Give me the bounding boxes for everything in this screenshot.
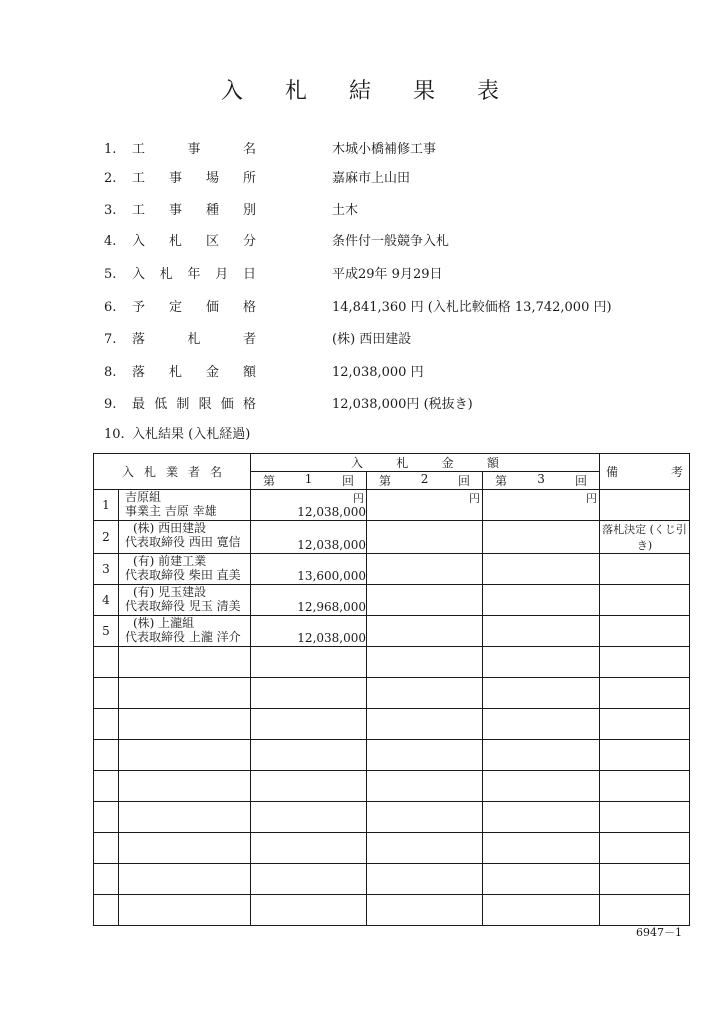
info-label-char: 種: [205, 203, 219, 218]
bid-value: 12,038,000: [297, 538, 367, 552]
bid-value: 12,038,000: [297, 631, 367, 645]
empty-cell: [367, 895, 483, 926]
table-row-empty: [94, 864, 690, 895]
empty-cell: [251, 895, 367, 926]
empty-cell: [119, 833, 251, 864]
empty-cell: [251, 709, 367, 740]
info-row: [104, 330, 704, 350]
info-label-char: 事: [168, 171, 182, 186]
info-row: [104, 363, 704, 383]
bid-amount-round-2: [367, 521, 483, 554]
empty-cell: [94, 771, 119, 802]
info-label-char: 場: [205, 171, 219, 186]
empty-cell: [600, 802, 690, 833]
bid-amount-round-3: [483, 490, 600, 521]
empty-cell: [483, 709, 600, 740]
empty-cell: [367, 709, 483, 740]
info-label-char: 工: [132, 142, 146, 157]
empty-cell: [483, 740, 600, 771]
empty-cell: [94, 740, 119, 771]
info-value: 平成29年 9月29日: [332, 267, 443, 282]
info-label-char: 予: [132, 300, 146, 315]
info-number: 9.: [104, 397, 117, 412]
bidder-name: [119, 521, 251, 554]
info-label: 入札結果 (入札経過): [132, 427, 251, 442]
empty-cell: [367, 771, 483, 802]
info-label-char: 額: [242, 365, 256, 380]
header-round-3: [483, 472, 600, 490]
empty-cell: [94, 833, 119, 864]
info-row: [104, 201, 704, 221]
info-number: 3.: [104, 203, 117, 218]
bid-amount-round-1: [251, 490, 367, 521]
row-number: 5: [94, 616, 119, 647]
info-label-char: 入: [132, 234, 146, 249]
empty-cell: [483, 678, 600, 709]
info-number: 8.: [104, 365, 117, 380]
table-row-empty: [94, 895, 690, 926]
header-char: 札: [144, 465, 157, 479]
info-label: [132, 330, 256, 350]
empty-cell: [483, 647, 600, 678]
company-name: (有) 児玉建設: [133, 585, 207, 599]
header-bidder-name: [94, 454, 251, 490]
representative: 事業主 吉原 幸雄: [125, 504, 217, 518]
empty-cell: [119, 895, 251, 926]
header-round-2: [367, 472, 483, 490]
table-row-empty: [94, 833, 690, 864]
yen-unit: 円: [469, 492, 481, 505]
title-char: 札: [284, 79, 307, 104]
info-label-char: 最: [132, 397, 146, 412]
table-row-empty: [94, 740, 690, 771]
row-number: 3: [94, 554, 119, 585]
page-title: [0, 74, 720, 105]
empty-cell: [483, 864, 600, 895]
title-char: 入: [220, 79, 243, 104]
round-header-char: 回: [575, 474, 588, 488]
header-char: 入: [122, 465, 135, 479]
empty-cell: [251, 647, 367, 678]
empty-cell: [119, 864, 251, 895]
header-char: 入: [351, 456, 364, 470]
info-number: 6.: [104, 300, 117, 315]
empty-cell: [119, 771, 251, 802]
yen-unit: 円: [586, 492, 598, 505]
bid-amount-round-2: [367, 585, 483, 616]
empty-cell: [119, 740, 251, 771]
info-label: [132, 298, 256, 318]
empty-cell: [94, 678, 119, 709]
info-label: [132, 395, 256, 415]
company-name: (株) 西田建設: [133, 521, 207, 535]
title-char: 結: [348, 79, 371, 104]
remarks: [600, 585, 690, 616]
bid-amount-round-1: [251, 616, 367, 647]
info-label-char: 札: [187, 332, 201, 347]
info-label-char: 札: [168, 365, 182, 380]
info-label: [132, 201, 256, 221]
info-label-char: 名: [242, 142, 256, 157]
empty-cell: [600, 895, 690, 926]
remarks: [600, 554, 690, 585]
row-number: 4: [94, 585, 119, 616]
header-round-1: [251, 472, 367, 490]
empty-cell: [251, 740, 367, 771]
document-number: 6947－1: [636, 926, 682, 939]
info-label-char: 事: [168, 203, 182, 218]
round-header-char: 回: [341, 474, 354, 488]
info-number: 2.: [104, 171, 117, 186]
bidder-name: [119, 490, 251, 521]
empty-cell: [367, 740, 483, 771]
empty-cell: [251, 678, 367, 709]
info-value: 土木: [332, 203, 359, 218]
empty-cell: [600, 864, 690, 895]
empty-cell: [119, 802, 251, 833]
empty-cell: [251, 802, 367, 833]
info-label-char: 区: [205, 234, 219, 249]
company-name: (有) 前建工業: [133, 554, 207, 568]
empty-cell: [94, 895, 119, 926]
info-label-char: 年: [187, 267, 201, 282]
empty-cell: [251, 864, 367, 895]
round-header-char: 1: [304, 472, 313, 486]
empty-cell: [367, 864, 483, 895]
info-label-char: 札: [159, 267, 173, 282]
header-remarks: [600, 454, 690, 490]
round-header-char: 3: [537, 472, 545, 486]
round-header-char: 第: [495, 474, 508, 488]
bid-amount-round-1: [251, 521, 367, 554]
header-char: 金: [441, 456, 454, 470]
bid-value: 13,600,000: [297, 569, 367, 583]
info-label: [132, 140, 256, 160]
empty-cell: [94, 709, 119, 740]
info-value: 12,038,000円 (税抜き): [332, 397, 473, 412]
info-row: [104, 140, 704, 160]
empty-cell: [119, 647, 251, 678]
bid-amount-round-2: [367, 554, 483, 585]
info-label: [132, 169, 256, 189]
info-value: 条件付一般競争入札: [332, 234, 450, 249]
empty-cell: [367, 678, 483, 709]
table-row-empty: [94, 709, 690, 740]
title-char: 果: [413, 79, 436, 104]
header-char: 札: [396, 456, 409, 470]
representative: 代表取締役 西田 寛信: [125, 535, 241, 549]
empty-cell: [600, 678, 690, 709]
info-label-char: 低: [154, 397, 168, 412]
empty-cell: [94, 647, 119, 678]
info-row: [104, 169, 704, 189]
bid-amount-round-3: [483, 554, 600, 585]
table-row-empty: [94, 771, 690, 802]
header-char: 考: [671, 465, 684, 479]
info-number: 7.: [104, 332, 117, 347]
bid-value: 12,038,000: [297, 505, 367, 519]
empty-cell: [251, 771, 367, 802]
empty-cell: [367, 802, 483, 833]
info-label-char: 者: [242, 332, 256, 347]
info-label-char: 工: [132, 171, 146, 186]
info-label-char: 別: [242, 203, 256, 218]
info-value: (株) 西田建設: [332, 332, 412, 347]
empty-cell: [367, 647, 483, 678]
bidder-name: [119, 616, 251, 647]
table-row: [94, 585, 690, 616]
round-header-char: 第: [263, 474, 276, 488]
empty-cell: [119, 709, 251, 740]
info-label-char: 札: [168, 234, 182, 249]
yen-unit: 円: [353, 492, 365, 505]
info-label-char: 工: [132, 203, 146, 218]
table-row-empty: [94, 647, 690, 678]
info-label: [132, 265, 256, 285]
bid-value: 12,968,000: [297, 600, 367, 614]
row-number: 1: [94, 490, 119, 521]
empty-cell: [600, 647, 690, 678]
info-number: 5.: [104, 267, 117, 282]
bid-amount-round-3: [483, 521, 600, 554]
info-number: 1.: [104, 142, 117, 157]
header-bid-amount: [251, 454, 600, 472]
round-header-char: 2: [420, 472, 429, 486]
empty-cell: [483, 771, 600, 802]
header-char: 備: [606, 465, 619, 479]
info-value: 14,841,360 円 (入札比較価格 13,742,000 円): [332, 300, 612, 315]
table-row: [94, 521, 690, 554]
header-char: 業: [166, 465, 179, 479]
info-row: [104, 395, 704, 415]
info-value: 12,038,000 円: [332, 365, 424, 380]
empty-cell: [119, 678, 251, 709]
info-label-char: 定: [168, 300, 182, 315]
info-value: 嘉麻市上山田: [332, 171, 411, 186]
table-row: [94, 554, 690, 585]
info-label-char: 落: [132, 332, 146, 347]
table-row-empty: [94, 802, 690, 833]
empty-cell: [483, 895, 600, 926]
bid-amount-round-1: [251, 554, 367, 585]
bid-result-table: [93, 453, 690, 926]
info-number: 4.: [104, 234, 117, 249]
info-label: [132, 232, 256, 252]
table-row: [94, 490, 690, 521]
info-label-char: 限: [198, 397, 212, 412]
bid-amount-round-3: [483, 585, 600, 616]
info-value: 木城小橋補修工事: [332, 142, 437, 157]
header-char: 名: [210, 465, 223, 479]
header-char: 額: [487, 456, 500, 470]
remarks: 落札決定 (くじ引き): [600, 521, 690, 554]
representative: 代表取締役 上瀧 洋介: [125, 630, 241, 644]
title-char: 表: [477, 79, 500, 104]
empty-cell: [251, 833, 367, 864]
table-row: [94, 616, 690, 647]
info-row: [104, 425, 704, 445]
empty-cell: [483, 802, 600, 833]
empty-cell: [600, 709, 690, 740]
info-label-char: 落: [132, 365, 146, 380]
empty-cell: [367, 833, 483, 864]
info-label-char: 日: [242, 267, 256, 282]
empty-cell: [483, 833, 600, 864]
info-label-char: 月: [215, 267, 229, 282]
empty-cell: [94, 802, 119, 833]
representative: 代表取締役 柴田 直美: [125, 568, 241, 582]
bid-amount-round-2: [367, 616, 483, 647]
empty-cell: [600, 833, 690, 864]
info-label-char: 格: [242, 300, 256, 315]
bid-amount-round-1: [251, 585, 367, 616]
info-label: [132, 363, 256, 383]
info-row: [104, 232, 704, 252]
bid-amount-round-2: [367, 490, 483, 521]
info-label-char: 価: [220, 397, 234, 412]
round-header-char: 第: [379, 474, 392, 488]
info-label-char: 所: [242, 171, 256, 186]
company-name: (株) 上瀧組: [133, 616, 195, 630]
info-label-char: 入: [132, 267, 146, 282]
info-label-char: 分: [242, 234, 256, 249]
empty-cell: [600, 740, 690, 771]
info-row: [104, 298, 704, 318]
bidder-name: [119, 554, 251, 585]
header-char: 者: [188, 465, 201, 479]
representative: 代表取締役 児玉 清美: [125, 599, 241, 613]
bidder-name: [119, 585, 251, 616]
table-row-empty: [94, 678, 690, 709]
info-label-char: 格: [242, 397, 256, 412]
round-header-char: 回: [457, 474, 470, 488]
bid-amount-round-3: [483, 616, 600, 647]
remarks: [600, 616, 690, 647]
info-label-char: 事: [187, 142, 201, 157]
remarks: [600, 490, 690, 521]
info-number: 10.: [104, 427, 125, 442]
info-label-char: 制: [176, 397, 190, 412]
info-row: [104, 265, 704, 285]
info-label-char: 金: [205, 365, 219, 380]
empty-cell: [94, 864, 119, 895]
empty-cell: [600, 771, 690, 802]
info-label-char: 価: [205, 300, 219, 315]
company-name: 吉原組: [125, 490, 162, 504]
row-number: 2: [94, 521, 119, 554]
